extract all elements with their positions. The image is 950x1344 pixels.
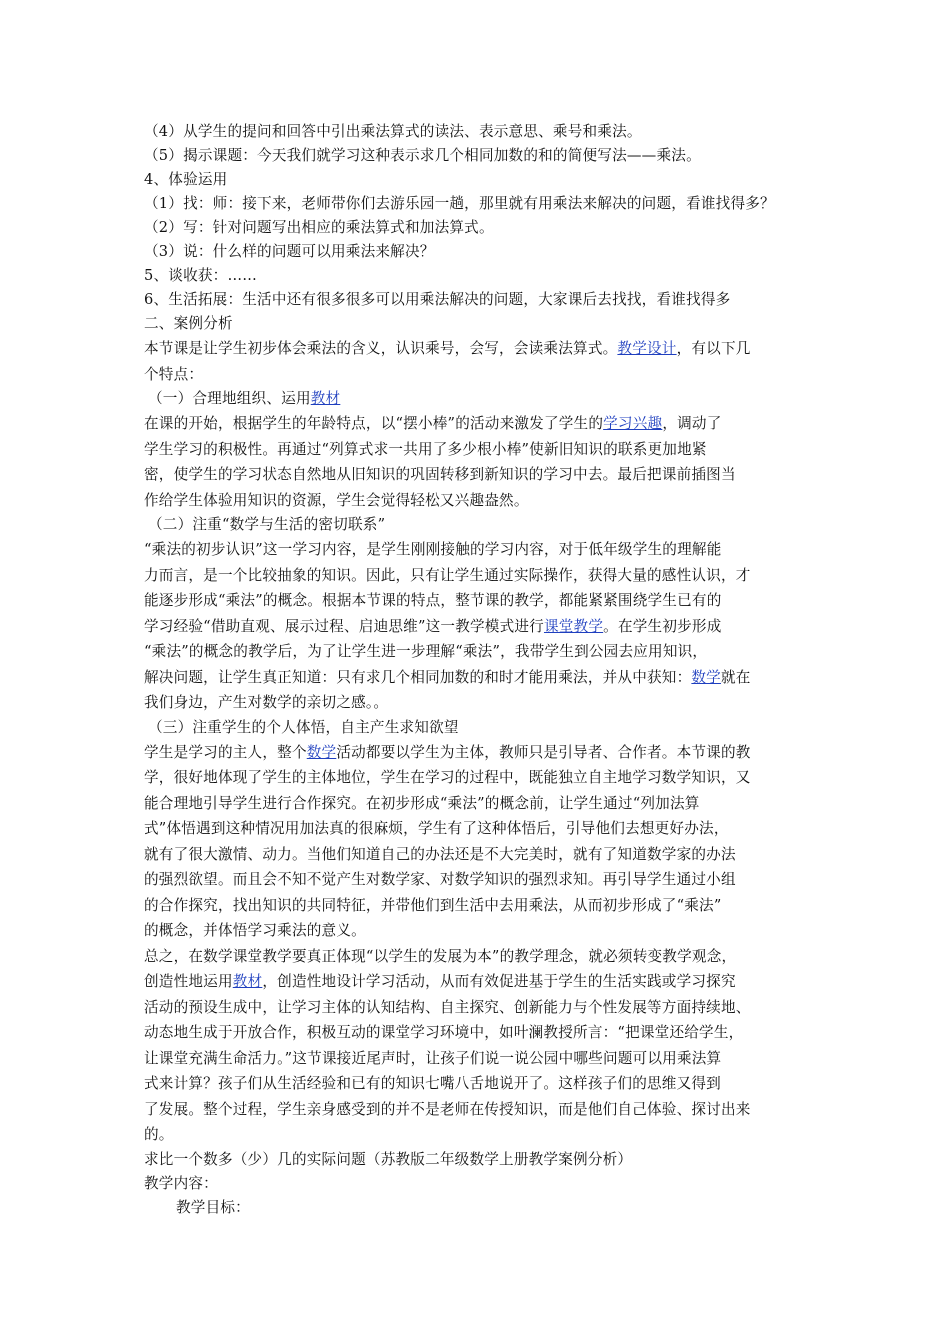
paragraph-3: [144, 740, 812, 944]
teaching-goals-label: 教学目标：: [176, 1198, 250, 1216]
text-line: （2）写：针对问题写出相应的乘法算式和加法算式。: [144, 219, 494, 236]
text-line: 在课的开始，根据学生的年龄特点，以“摆小棒”的活动来激发了学生的学习兴趣，调动了: [144, 415, 722, 432]
link-jiaoxue-sheji[interactable]: 教学设计: [617, 340, 677, 357]
link-shuxue[interactable]: 数学: [691, 668, 721, 686]
text-line: 式来计算？孩子们从生活经验和已有的知识七嘴八舌地说开了。这样孩子们的思维又得到: [144, 1075, 721, 1092]
subheading-2: （二）注重“数学与生活的密切联系”: [148, 516, 386, 533]
text-line: （5）揭示课题：今天我们就学习这种表示求几个相同加数的和的简便写法——乘法。: [144, 147, 701, 164]
link-xuexi-xingqu[interactable]: 学习兴趣: [603, 415, 663, 432]
text-line: 的强烈欲望。而且会不知不觉产生对数学家、对数学知识的强烈求知。再引导学生通过小组: [144, 871, 736, 888]
subheading-3: （三）注重学生的个人体悟，自主产生求知欲望: [148, 718, 459, 736]
text-line: 作给学生体验用知识的资源，学生会觉得轻松又兴趣盎然。: [144, 491, 529, 509]
section-heading: 4、体验运用: [144, 171, 228, 188]
text-line: 力而言，是一个比较抽象的知识。因此，只有让学生通过实际操作，获得大量的感性认识，才: [144, 566, 751, 584]
text-line: （1）找：师：接下来，老师带你们去游乐园一趟，那里就有用乘法来解决的问题，看谁找得多？: [144, 195, 775, 212]
section-heading: 6、生活拓展：生活中还有很多很多可以用乘法解决的问题，大家课后去找找，看谁找得多: [144, 291, 731, 308]
link-jiaocai-2[interactable]: 教材: [232, 973, 263, 990]
teaching-content-label: 教学内容：: [144, 1174, 218, 1192]
text-line: 让课堂充满生命活力。”这节课接近尾声时，让孩子们说一说公园中哪些问题可以用乘法算: [144, 1049, 722, 1067]
text-line: 创造性地运用教材，创造性地设计学习活动，从而有效促进基于学生的生活实践或学习探究: [144, 973, 736, 990]
text-line: 学习经验“借助直观、展示过程、启迪思维”这一教学模式进行课堂教学。在学生初步形成: [144, 617, 722, 635]
text-line: 本节课是让学生初步体会乘法的含义，认识乘号，会写，会读乘法算式。教学设计，有以下几: [144, 340, 751, 357]
text-line: （3）说：什么样的问题可以用乘法来解决？: [144, 243, 435, 260]
paragraph-intro: [144, 336, 812, 387]
text-line: 活动的预设生成中，让学习主体的认知结构、自主探究、创新能力与个性发展等方面持续地、: [144, 998, 751, 1016]
text-line: 能逐步形成“乘法”的概念。根据本节课的特点，整节课的教学，都能紧紧围绕学生已有的: [144, 592, 722, 609]
paragraph-2: [144, 537, 812, 716]
text-line: 学，很好地体现了学生的主体地位，学生在学习的过程中，既能独立自主地学习数学知识，又: [144, 769, 751, 786]
text-line: 密，使学生的学习状态自然地从旧知识的巩固转移到新知识的学习中去。最后把课前插图当: [144, 466, 736, 483]
text-line: 的合作探究，找出知识的共同特征，并带他们到生活中去用乘法，从而初步形成了“乘法”: [144, 896, 722, 914]
paragraph-1: [144, 411, 812, 513]
link-shuxue-2[interactable]: 数学: [306, 743, 337, 761]
text-line: “乘法的初步认识”这一学习内容，是学生刚刚接触的学习内容，对于低年级学生的理解能: [144, 541, 722, 558]
text-line: 了发展。整个过程，学生亲身感受到的并不是老师在传授知识，而是他们自己体验、探讨出来: [144, 1100, 751, 1118]
text-line: 我们身边，产生对数学的亲切之感。。: [144, 694, 389, 711]
subheading-1: （一）合理地组织、运用教材: [148, 390, 341, 407]
text-line: 动态地生成于开放合作，积极互动的课堂学习环境中，如叶澜教授所言：“把课堂还给学生，: [144, 1024, 744, 1041]
text-line: 式”体悟遇到这种情况用加法真的很麻烦，学生有了这种体悟后，引导他们去想更好办法，: [144, 820, 729, 837]
text-line: 的概念，并体悟学习乘法的意义。: [144, 922, 366, 939]
document-body: [144, 120, 812, 1220]
text-line: 总之，在数学课堂教学要真正体现“以学生的发展为本”的教学理念，就必须转变教学观念，: [144, 947, 737, 965]
text-line: 个特点：: [144, 365, 204, 383]
text-line: 学生学习的积极性。再通过“列算式求一共用了多少根小棒”使新旧知识的联系更加地紧: [144, 440, 707, 458]
text-line: 学生是学习的主人，整个数学活动都要以学生为主体，教师只是引导者、合作者。本节课的教: [144, 743, 751, 761]
section-heading: 二、案例分析: [144, 315, 233, 332]
text-line: 就有了很大激情、动力。当他们知道自己的办法还是不大完美时，就有了知道数学家的办法: [144, 845, 736, 863]
paragraph-summary: [144, 944, 812, 1148]
text-line: 能合理地引导学生进行合作探究。在初步形成“乘法”的概念前，让学生通过“列加法算: [144, 794, 700, 812]
link-jiaocai[interactable]: 教材: [310, 390, 341, 407]
text-line: （4）从学生的提问和回答中引出乘法算式的读法、表示意思、乘号和乘法。: [144, 123, 642, 140]
section-heading: 5、谈收获：……: [144, 267, 258, 284]
link-ketang-jiaoxue[interactable]: 课堂教学: [543, 617, 604, 635]
text-line: 的。: [144, 1126, 174, 1143]
text-line: 解决问题，让学生真正知道：只有求几个相同加数的和时才能用乘法，并从中获知：数学就在: [144, 668, 751, 686]
text-line: “乘法”的概念的教学后，为了让学生进一步理解“乘法”，我带学生到公园去应用知识，: [144, 643, 708, 660]
next-case-title: 求比一个数多（少）几的实际问题（苏教版二年级数学上册教学案例分析）: [144, 1150, 633, 1168]
